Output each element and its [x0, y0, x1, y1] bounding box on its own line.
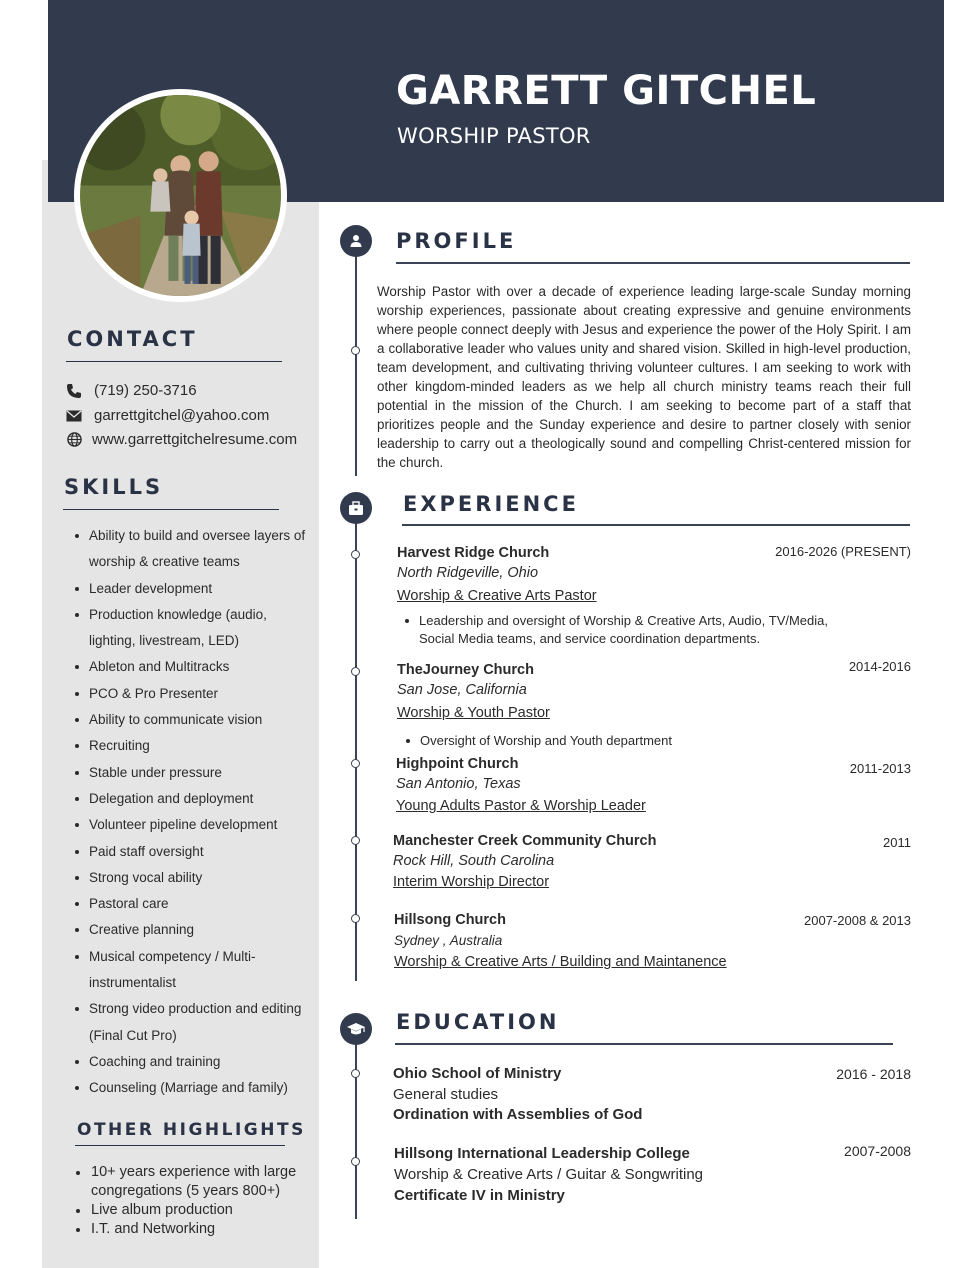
profile-photo [74, 89, 287, 302]
profile-heading: PROFILE [396, 229, 517, 253]
candidate-name: GARRETT GITCHEL [396, 68, 817, 114]
profile-summary: Worship Pastor with over a decade of experience leading large-scale Sunday morning worship experiences, passionate about creating expressive and genuine environments where people connect deeply with Jesus and experience the power of the Holy Spirit. I am a collaborative leader who values unity and shared vision. Skilled in high-level production, team development, and cultivating thriving volunteer cultures. I am seeking to work with other kingdom-minded leaders as we help all church ministry teams reach their full potential in the mission of the Church. I am seeking to become part of a staff that prioritizes people and the Sunday experience and desire to partner closely with senior leadership to carry out a theologically sound and compelling Christ-centered mission for the church. [377, 284, 911, 470]
timeline-dot [351, 346, 360, 355]
skill-item: Coaching and training [74, 1049, 306, 1075]
education-study: General studies [393, 1086, 499, 1103]
job-church: Manchester Creek Community Church [393, 833, 657, 849]
skill-item: Volunteer pipeline development [74, 812, 306, 838]
skill-item: PCO & Pro Presenter [74, 681, 306, 707]
job-location: Sydney , Australia [394, 933, 503, 948]
job-dates: 2016-2026 (PRESENT) [775, 544, 911, 559]
timeline-dot [351, 550, 360, 559]
job-dates: 2014-2016 [848, 659, 911, 674]
highlight-item: 10+ years experience with large congregations (5 years 800+) [75, 1163, 315, 1201]
job-location: North Ridgeville, Ohio [397, 565, 539, 581]
job-dates: 2011 [883, 835, 911, 850]
phone-number[interactable]: (719) 250-3716 [94, 382, 197, 399]
contact-website [64, 431, 297, 448]
skill-item: Pastoral care [74, 891, 306, 917]
skill-item: Ability to communicate vision [74, 707, 306, 733]
education-study: Worship & Creative Arts / Guitar & Songwriting [394, 1166, 704, 1183]
skill-item: Strong vocal ability [74, 865, 306, 891]
profile-divider [396, 262, 910, 264]
candidate-role: WORSHIP PASTOR [397, 124, 591, 148]
education-school: Ohio School of Ministry [393, 1065, 562, 1082]
job-location: San Antonio, Texas [396, 776, 521, 792]
email-address[interactable]: garrettgitchel@yahoo.com [94, 407, 270, 424]
education-credential: Certificate IV in Ministry [394, 1187, 565, 1204]
job-role: Worship & Youth Pastor [397, 705, 550, 721]
job-role: Young Adults Pastor & Worship Leader [396, 798, 646, 814]
contact-divider [66, 361, 282, 362]
skill-item: Production knowledge (audio, lighting, livestream, LED) [74, 602, 306, 655]
skills-list [74, 523, 306, 1102]
highlights-heading: OTHER HIGHLIGHTS [77, 1120, 306, 1140]
job-dates: 2011-2013 [849, 761, 911, 776]
person-icon [340, 225, 372, 257]
skill-item: Strong video production and editing (Final Cut Pro) [74, 996, 306, 1049]
graduation-cap-icon [340, 1013, 372, 1045]
skill-item: Counseling (Marriage and family) [74, 1075, 306, 1101]
highlights-divider [75, 1145, 285, 1146]
job-church: TheJourney Church [397, 662, 534, 678]
skill-item: Leader development [74, 576, 306, 602]
job-bullet: Oversight of Worship and Youth department [420, 732, 820, 750]
education-divider [395, 1043, 893, 1045]
skill-item: Recruiting [74, 733, 306, 759]
job-bullet: Leadership and oversight of Worship & Creative Arts, Audio, TV/Media, Social Media teams, and service coordination departments. [419, 613, 828, 646]
timeline-dot [351, 836, 360, 845]
timeline-dot [351, 667, 360, 676]
email-icon [64, 408, 84, 424]
skill-item: Creative planning [74, 917, 306, 943]
job-church: Harvest Ridge Church [397, 545, 550, 561]
timeline-dot [351, 914, 360, 923]
highlight-item: I.T. and Networking [75, 1220, 315, 1239]
job-church: Hillsong Church [394, 912, 506, 928]
phone-icon [64, 383, 84, 399]
timeline-dot [351, 1157, 360, 1166]
skill-item: Stable under pressure [74, 760, 306, 786]
education-heading: EDUCATION [396, 1010, 560, 1034]
globe-icon [64, 432, 84, 448]
education-dates: 2007-2008 [844, 1143, 911, 1159]
briefcase-icon [340, 492, 372, 524]
education-school: Hillsong International Leadership College [394, 1145, 690, 1162]
skills-heading: SKILLS [64, 475, 164, 499]
skill-item: Ability to build and oversee layers of worship & creative teams [74, 523, 306, 576]
family-photo [80, 95, 281, 296]
job-church: Highpoint Church [396, 756, 519, 772]
contact-heading: CONTACT [67, 327, 198, 351]
job-dates: 2007-2008 & 2013 [804, 913, 911, 928]
timeline-dot [351, 1069, 360, 1078]
timeline-dot [351, 759, 360, 768]
job-location: San Jose, California [397, 682, 527, 698]
job-role: Interim Worship Director [393, 874, 550, 890]
education-credential: Ordination with Assemblies of God [393, 1106, 643, 1123]
skill-item: Ableton and Multitracks [74, 654, 306, 680]
skill-item: Paid staff oversight [74, 839, 306, 865]
job-role: Worship & Creative Arts / Building and Maintanence [394, 954, 727, 970]
skills-divider [63, 509, 279, 510]
contact-phone [64, 382, 197, 399]
timeline-line-experience [355, 523, 357, 981]
job-location: Rock Hill, South Carolina [393, 853, 555, 869]
education-dates: 2016 - 2018 [836, 1066, 911, 1082]
experience-heading: EXPERIENCE [403, 492, 579, 516]
experience-divider [402, 524, 910, 526]
skill-item: Delegation and deployment [74, 786, 306, 812]
website-url[interactable]: www.garrettgitchelresume.com [92, 431, 298, 448]
timeline-line-profile [355, 256, 357, 476]
contact-email [64, 407, 269, 424]
highlights-list [75, 1163, 315, 1239]
job-role: Worship & Creative Arts Pastor [397, 588, 597, 604]
family-photo-illustration [80, 95, 281, 296]
highlight-item: Live album production [75, 1201, 315, 1220]
skill-item: Musical competency / Multi-instrumentalist [74, 944, 306, 997]
